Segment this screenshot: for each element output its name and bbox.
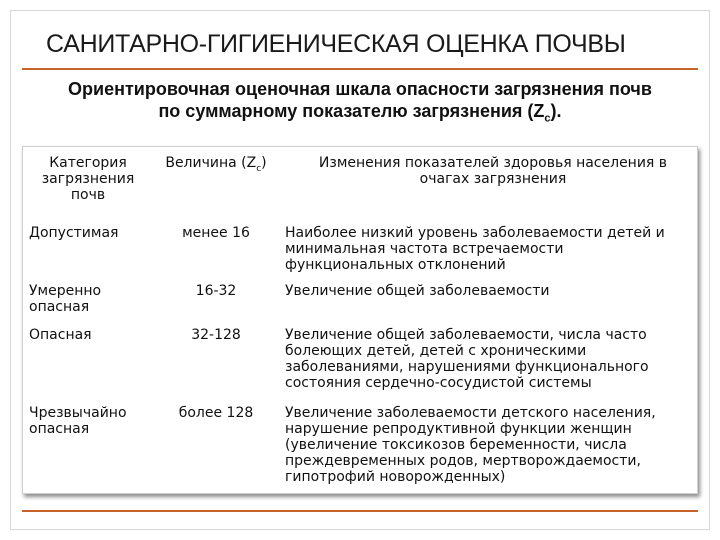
caption-z-subscript: c [544, 112, 551, 125]
row-4-changes: Увеличение заболеваемости детского населения, нарушение репродуктивной функции женщин (увеличение токсикозов беременности, числа преждевременных родов, мертворождаемости, гипотрофий новорожденных) [285, 405, 656, 485]
row-4-value: более 128 [178, 405, 254, 421]
header-value-suffix: ) [261, 155, 267, 171]
row-3-category: Опасная [29, 327, 92, 343]
header-category: Категория загрязнения почв [41, 155, 135, 203]
header-value-subscript: c [256, 163, 262, 174]
danger-scale-table [22, 146, 698, 494]
row-2-value: 16-32 [195, 283, 237, 299]
header-value-prefix: Величина (Z [165, 155, 257, 171]
top-accent-rule [22, 68, 698, 70]
row-3-value: 32-128 [191, 327, 241, 343]
row-2-changes: Увеличение общей заболеваемости [285, 283, 550, 299]
header-value [157, 155, 275, 177]
row-2-category: Умеренно опасная [29, 283, 102, 315]
header-changes: Изменения показателей здоровья населения в очагах загрязнения [318, 155, 668, 187]
row-1-changes: Наиболее низкий уровень заболеваемости детей и минимальная частота встречаемости функциональных отклонений [285, 225, 665, 273]
table-caption [22, 78, 698, 130]
caption-line-2-prefix: по суммарному показателю загрязнения (Z [158, 101, 545, 121]
caption-line-1: Ориентировочная оценочная шкала опасности загрязнения почв [68, 79, 652, 99]
row-4-category: Чрезвычайно опасная [29, 405, 127, 437]
row-1-value: менее 16 [182, 225, 250, 241]
row-3-changes: Увеличение общей заболеваемости, числа часто болеющих детей, детей с хроническими заболеваниями, нарушениями функционального состояния сердечно-сосудистой системы [285, 327, 649, 391]
page-title: САНИТАРНО-ГИГИЕНИЧЕСКАЯ ОЦЕНКА ПОЧВЫ [46, 30, 626, 58]
bottom-accent-rule [22, 510, 698, 512]
caption-line-2-suffix: ). [550, 101, 562, 121]
caption-line-2 [22, 100, 698, 130]
row-1-category: Допустимая [29, 225, 119, 241]
